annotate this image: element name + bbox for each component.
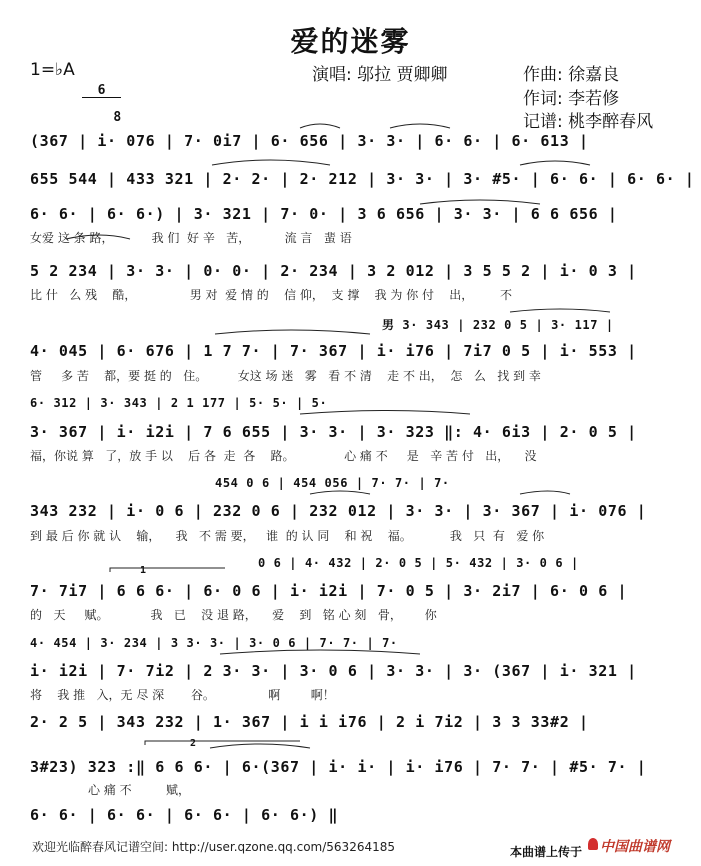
notation-line-12: 6· 6· | 6· 6· | 6· 6· | 6· 6·) ‖ [30,806,339,824]
lyrics-line-3: 女爱 这 条 路， 我 们 好 辛 苦， 流 言 蜚 语 [30,231,352,245]
footer-website: 欢迎光临醉春风记谱空间: http://user.qzone.qq.com/563264185 [32,840,396,854]
site-logo-icon [588,838,598,850]
transcriber-credit: 记谱: 桃李醉春风 [523,112,654,132]
volta-1-label: 1 [140,565,147,576]
slur [390,124,450,128]
lyrics-line-5: 管 多 苦 都，要 挺 的 住。 女这 场 迷 雾 看 不 清 走 不 出， 怎 么 找 到 幸 [30,369,541,383]
key-signature: 1=♭A [30,60,75,80]
notation-line-7: 343 232 | i· 0 6 | 232 0 6 | 232 012 | 3· 3· | 3· 367 | i· 076 | [30,502,647,520]
slur [420,200,540,204]
notation-line-4: 5 2 234 | 3· 3· | 0· 0· | 2· 234 | 3 2 012 | 3 5 5 2 | i· 0 3 | [30,262,637,280]
notation-line-2: 655 544 | 433 321 | 2· 2· | 2· 212 | 3· 3· | 3· #5· | 6· 6· | 6· 6· | [30,170,695,188]
notation-line-6: 3· 367 | i· i2i | 7 6 655 | 3· 3· | 3· 323 ‖: 4· 6i3 | 2· 0 5 | [30,423,637,441]
slur [210,744,310,748]
notation-line-11: 3#23) 323 :‖ 6 6 6· | 6·(367 | i· i· | i· i76 | 7· 7· | #5· 7· | [30,758,647,776]
volta-bracket-1 [110,568,225,572]
notation-line-3: 6· 6· | 6· 6·) | 3· 321 | 7· 0· | 3 6 656 | 3· 3· | 6 6 656 | [30,205,618,223]
notation-line-8: 7· 7i7 | 6 6 6· | 6· 0 6 | i· i2i | 7· 0 5 | 3· 2i7 | 6· 0 6 | [30,582,628,600]
notation-line-1: (367 | i· 076 | 7· 0i7 | 6· 656 | 3· 3· | 6· 6· | 6· 613 | [30,132,589,150]
volta-2-label: 2 [190,738,197,749]
lyrics-line-9: 将 我 推 入，无 尽 深 谷。 啊 啊！ [30,688,335,702]
time-signature [82,58,121,137]
site-logo-text: 中国曲谱网 [600,839,670,855]
volta-bracket-2 [145,741,300,745]
slur [215,330,370,334]
lyrics-line-4: 比 什 么 残 酷， 男 对 爱 情 的 信 仰， 支 撑 我 为 你 付 出， 不 [30,288,512,302]
notation-line-9: i· i2i | 7· 7i2 | 2 3· 3· | 3· 0 6 | 3· 3· | 3· (367 | i· 321 | [30,662,637,680]
lyrics-line-11: 心 痛 不 赋， [88,783,190,797]
notation-line-10: 2· 2 5 | 343 232 | 1· 367 | i i i76 | 2 i 7i2 | 3 3 33#2 | [30,713,589,731]
slur [520,491,570,494]
lyrics-line-8: 的 天 赋。 我 已 没 退 路， 爱 到 铭 心 刻 骨， 你 [30,608,437,622]
slur [510,309,610,312]
slur [220,650,420,654]
upper-voice-line-6: 6· 312 | 3· 343 | 2 1 177 | 5· 5· | 5· [30,396,328,410]
time-signature-bottom: 8 [113,110,122,125]
slur [212,160,330,165]
lyrics-line-7: 到 最 后 你 就 认 输， 我 不 需 要， 谁 的 认 同 和 祝 福。 我 只 有 爱 你 [30,529,545,543]
composer-credit: 作曲: 徐嘉良 [523,65,620,85]
slur [310,491,370,494]
singers-credit: 演唱: 邬拉 贾卿卿 [312,65,448,85]
notation-line-5: 4· 045 | 6· 676 | 1 7 7· | 7· 367 | i· i76 | 7i7 0 5 | i· 553 | [30,342,637,360]
time-signature-top: 6 [82,84,121,98]
upper-voice-line-9: 4· 454 | 3· 234 | 3 3· 3· | 3· 0 6 | 7· 7· | 7· [30,636,398,650]
song-title: 爱的迷雾 [290,25,411,58]
slur [520,161,590,165]
lyrics-line-6: 福，你说 算 了，放 手 以 后 各 走 各 路。 心 痛 不 是 辛 苦 付 出， 没 [30,449,537,463]
footer-upload-note: 本曲谱上传于 [510,845,583,859]
slur [300,411,470,415]
slur [300,124,340,128]
lyricist-credit: 作词: 李若修 [523,89,620,109]
upper-voice-line-8: 0 6 | 4· 432 | 2· 0 5 | 5· 432 | 3· 0 6 | [258,556,579,570]
upper-voice-line-5: 男 3· 343 | 232 0 5 | 3· 117 | [382,318,614,332]
upper-voice-line-7: 454 0 6 | 454 056 | 7· 7· | 7· [215,476,450,490]
